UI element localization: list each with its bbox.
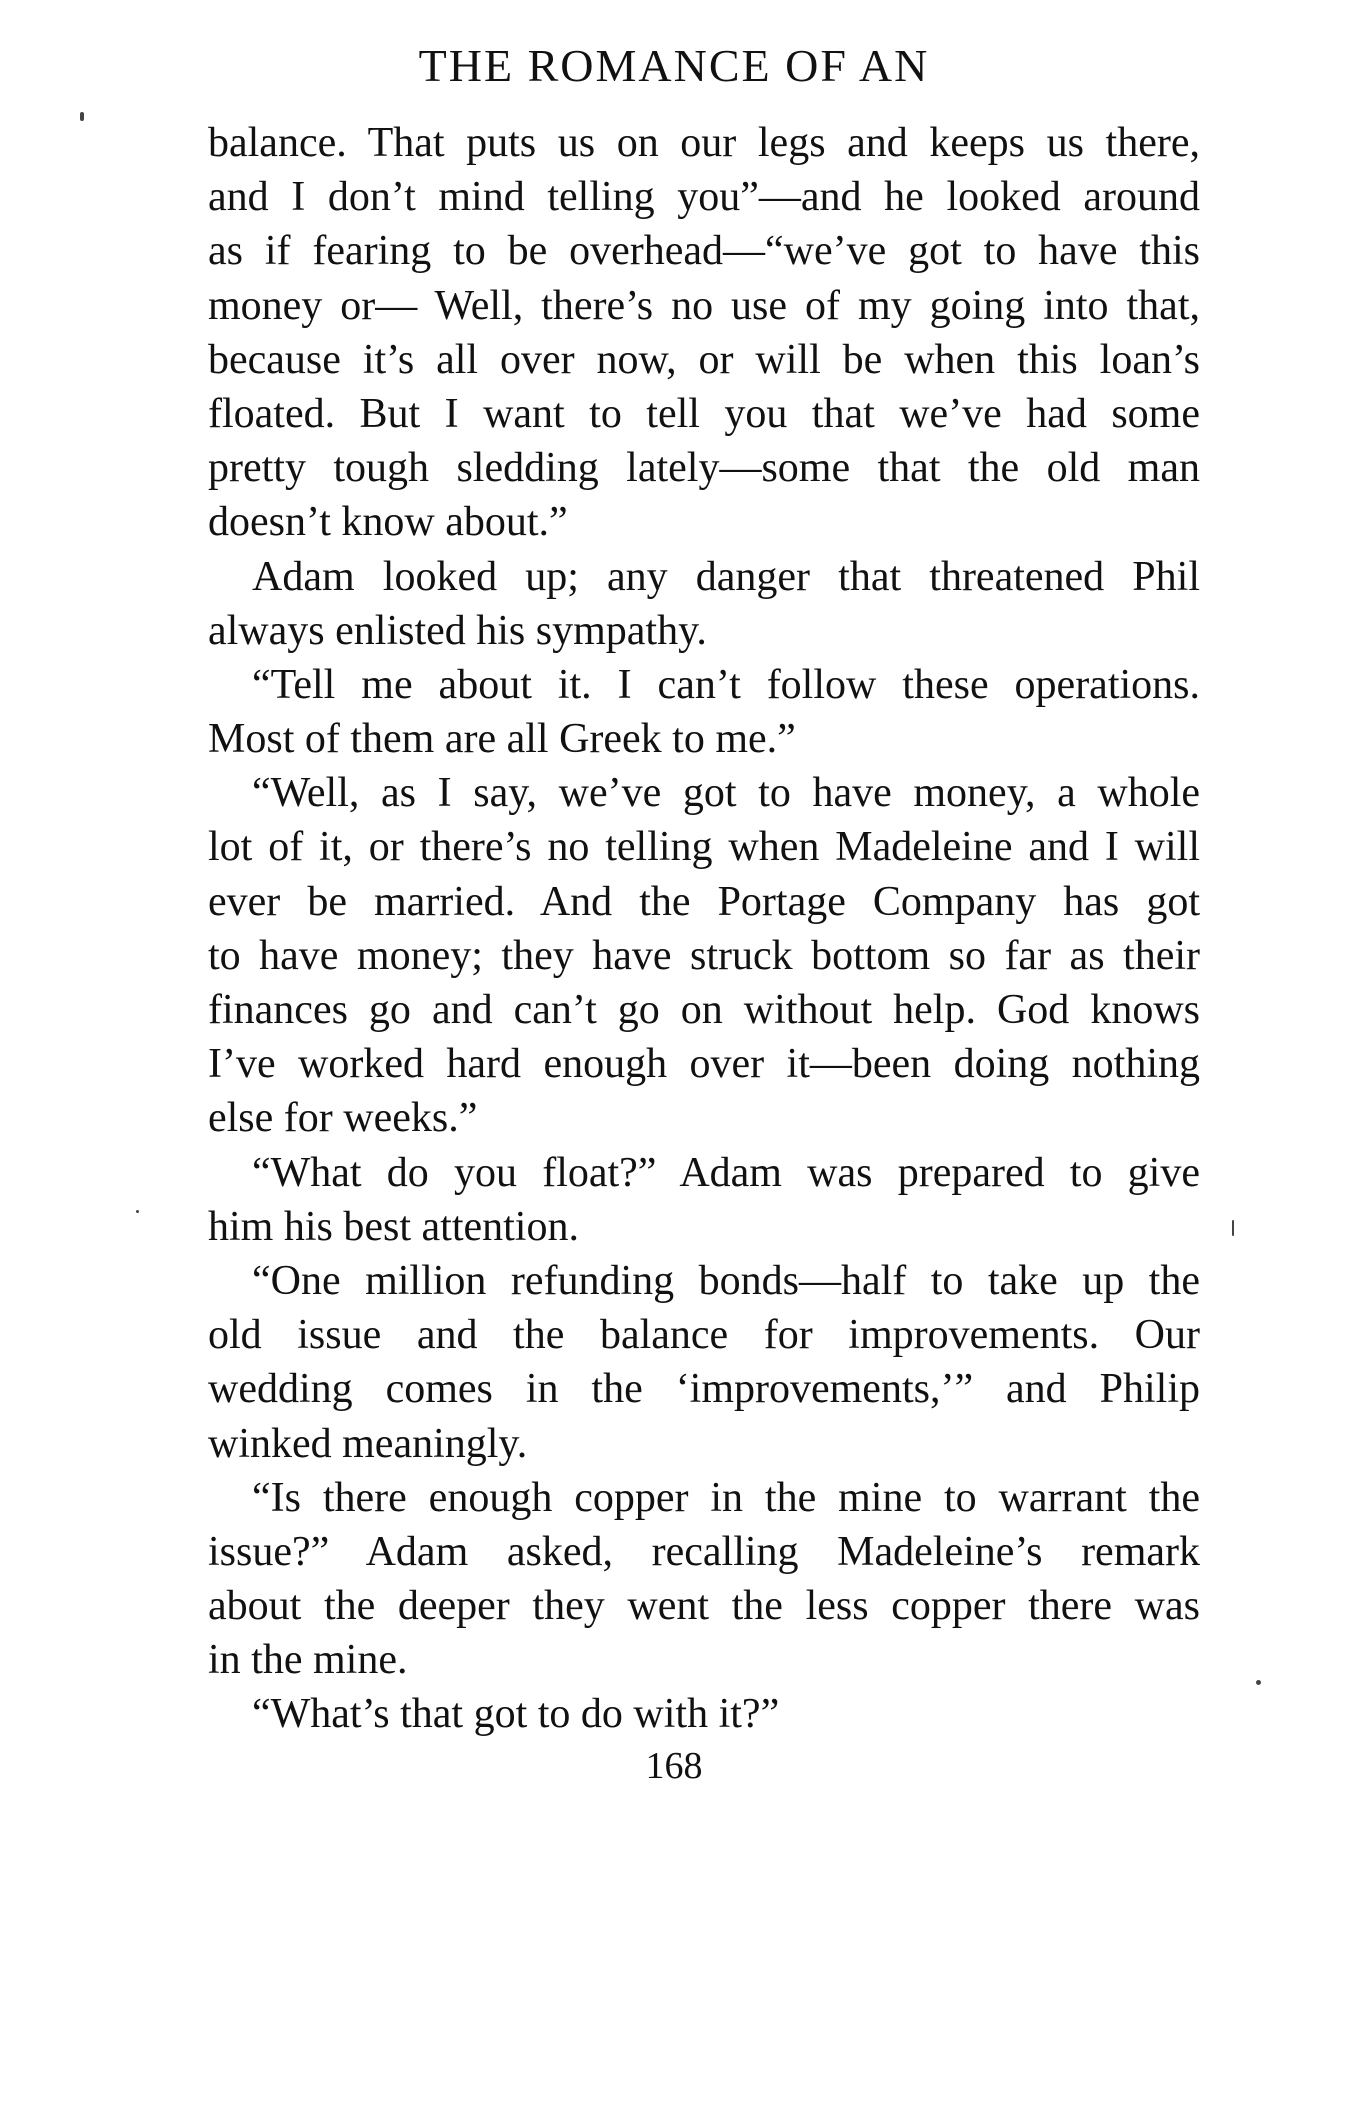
scan-speck — [80, 112, 84, 121]
text-line: doesn’t know about.” — [208, 499, 568, 546]
text-line: “One million refunding bonds—half to take up the — [252, 1257, 1200, 1304]
text-line: finances go and can’t go on without help. God knows — [208, 987, 1200, 1033]
text-line: “Well, as I say, we’ve got to have money, a whole — [252, 770, 1200, 817]
body-text — [208, 116, 1200, 1742]
scan-speck — [1232, 1220, 1234, 1236]
text-line: and I don’t mind telling you”—and he looked around — [208, 174, 1200, 221]
text-line: “Tell me about it. I can’t follow these operations. — [252, 661, 1200, 708]
scan-speck — [1256, 1680, 1261, 1685]
text-line: else for weeks.” — [208, 1095, 478, 1142]
text-line: “Is there enough copper in the mine to warrant the — [252, 1474, 1200, 1521]
text-line: Adam looked up; any danger that threatened Phil — [252, 553, 1200, 600]
text-line: to have money; they have struck bottom so far as their — [208, 932, 1200, 979]
text-line: “What’s that got to do with it?” — [252, 1691, 780, 1738]
text-line: balance. That puts us on our legs and keeps us there, — [208, 120, 1200, 166]
text-line: always enlisted his sympathy. — [208, 607, 707, 654]
text-line: because it’s all over now, or will be when this loan’s — [208, 336, 1200, 383]
text-line: floated. But I want to tell you that we’ve had some — [208, 390, 1200, 437]
scan-speck — [136, 1210, 139, 1213]
text-line: lot of it, or there’s no telling when Madeleine and I will — [208, 824, 1200, 871]
text-line: in the mine. — [208, 1637, 408, 1684]
text-line: pretty tough sledding lately—some that the old man — [208, 445, 1200, 492]
text-line: winked meaningly. — [208, 1420, 528, 1467]
text-line: old issue and the balance for improvements. Our — [208, 1312, 1200, 1359]
text-line: ever be married. And the Portage Company has got — [208, 878, 1200, 925]
text-line: wedding comes in the ‘improvements,’” and Philip — [208, 1366, 1200, 1413]
text-line: “What do you float?” Adam was prepared to give — [252, 1149, 1200, 1196]
text-line: I’ve worked hard enough over it—been doing nothing — [208, 1041, 1200, 1088]
text-line: Most of them are all Greek to me.” — [208, 716, 796, 763]
running-head: THE ROMANCE OF AN — [418, 40, 930, 91]
text-line: as if fearing to be overhead—“we’ve got to have this — [208, 228, 1200, 275]
text-line: about the deeper they went the less copper there was — [208, 1583, 1200, 1630]
text-line: him his best attention. — [208, 1203, 579, 1250]
page-number: 168 — [645, 1745, 703, 1787]
text-line: money or— Well, there’s no use of my going into that, — [208, 282, 1200, 329]
text-line: issue?” Adam asked, recalling Madeleine’s remark — [208, 1528, 1200, 1575]
